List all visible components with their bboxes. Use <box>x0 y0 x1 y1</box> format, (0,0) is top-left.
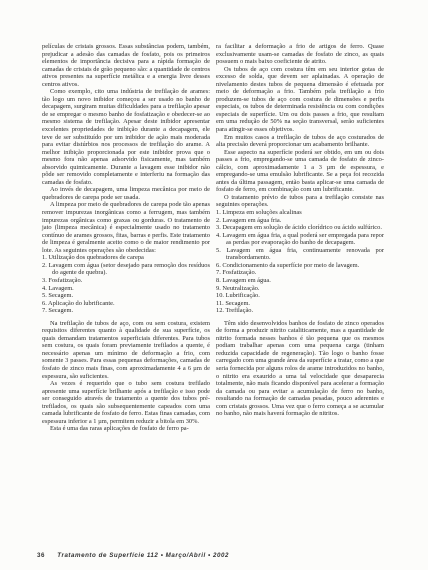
paragraph: películas de cristais grossos. Essas substâncias podem, também, prejudicar a adesão das camadas de fosfato, pois os primeiros elementos de importância decisiva para a rápida formação de camadas de cristais de grão pequeno são: a quantidade de centros ativos presentes na superfície metálica e a energia livre desses centros ativos. <box>42 43 210 88</box>
operations-list <box>42 254 210 314</box>
list-item: 12. Trefilação. <box>216 307 254 315</box>
list-item: 1. Utilização dos quebradores de carepa <box>42 254 144 262</box>
list-item: 2. Lavagem com água (setor desejado para remoção dos resíduos do agente de quebra). <box>42 261 210 277</box>
list-item: 4. Lavagem em água fria, a qual poderá ser empregada para repor as perdas por evaporação do banho de decapagem. <box>216 231 384 247</box>
right-text-column <box>216 43 384 418</box>
list-item: 1. Limpeza em soluções alcalinas <box>216 209 302 217</box>
paragraph: O tratamento prévio de tubos para a trefilação consiste nas seguintes operações. <box>216 193 384 209</box>
list-item: 5. Secagem. <box>42 292 74 300</box>
issue-date: • Março/Abril • 2002 <box>160 552 229 559</box>
paragraph: A limpeza por meio de quebradores de carepa pode tão apenas remover impurezas inorgânicas como a ferrugem, mas também impurezas orgânicas como graxas ou gorduras. O tratamento de jato (limpeza mecânica) é especialmente usado no tratamento contínuo de arames grossos, fitas, barras e perfis. Este tratamento de limpeza é geralmente aceito como o de maior rendimento por lote. As seguintes operações são obedecidas: <box>42 201 210 254</box>
list-item: 9. Neutralização. <box>216 284 260 292</box>
paragraph: Ao invés de decapagem, uma limpeza mecânica por meio de quebradores de carepa pode ser usada. <box>42 186 210 201</box>
list-item: 6. Condicionamento da superfície por meio de lavagem. <box>216 261 360 269</box>
list-item: 10. Lubrificação. <box>216 292 260 300</box>
list-item: 7. Fosfatização. <box>216 269 257 277</box>
paragraph: Esta é uma das raras aplicações de fosfato de ferro pa- <box>50 425 189 433</box>
paragraph: Como exemplo, cito uma indústria de trefilação de arames: tão logo um novo inibidor começou a ser usado no banho de decapagem, surgiram muitas dificuldades para a trefilação apesar de se empregar o mesmo banho de fosfatização e obedecer-se ao mesmo sistema de trefilação. Apesar deste inibidor apresentar excelentes propriedades de inibição durante a decapagem, ele teve de ser substituído por um inibidor de ação mais moderada para evitar distúrbios nos processos de trefilação do arame. A melhor inibição proporcionada por este inibidor prova que o mesmo fora não apenas adsorvido fisicamente, mas também absorvido quimicamente. Durante a lavagem esse inibidor não pôde ser removido completamente e interferiu na formação das camadas de fosfato. <box>42 88 210 186</box>
list-item: 11. Secagem. <box>216 299 251 307</box>
page-number: 36 <box>37 552 45 559</box>
paragraph: Na trefilação de tubos de aço, com ou sem costura, existem requisitos diferentes quanto à qualidade de sua superfície, os quais demandam tratamentos superficiais diferentes. Para tubos sem costura, os quais foram previamente trefilados a quente, é necessário apenas um mínimo de deformação a frio, com somente 3 passes. Para essas pequenas deformações, camadas de fosfato de zinco mais finas, com aproximadamente 4 a 6 µm de espessura, são suficientes. <box>42 319 210 380</box>
list-item: 3. Decapagem em solução de ácido clorídrico ou ácido sulfúrico. <box>216 224 382 232</box>
paragraph: Os tubos de aço com costura têm em seu interior gotas de excesso de solda, que devem ser aplainadas. A operação de nivelamento destes tubos de pequena dimensão é efetuada por meio de deformação a frio. Também pela trefilação a frio produzem-se tubos de aço com costura de dimensões e perfis especiais, os tubos de determinada resistência ou com condições especiais de superfície. Um ou dois passes a frio, que resultam em uma redução de 50% na seção transversal, serão suficientes para atingir-se esses objetivos. <box>216 65 384 134</box>
paragraph: ra facilitar a deformação a frio de artigos de ferro. Quase exclusivamente usam-se camadas de fosfato de zinco, as quais possuem o mais baixo coeficiente de atrito. <box>216 43 384 66</box>
paragraph: Esse aspecto na superfície poderá ser obtido, em um ou dois passes a frio, empregando-se uma camada de fosfato de zinco-cálcio, com aproximadamente 1 a 3 µm de espessura, e empregando-se uma emulsão lubrificante. Se a peça foi recozida antes da última passagem, então basta aplicar-se uma camada de fosfato de ferro, em combinação com um lubrificante. <box>216 148 384 194</box>
list-item: 3. Fosfatização. <box>42 276 83 284</box>
list-item: 8. Lavagem em água. <box>216 276 271 284</box>
paragraph: Em muitos casos a trefilação de tubos de aço costurados de alta precisão deverá proporcionar um acabamento brilhante. <box>216 133 384 149</box>
paragraph: Têm sido desenvolvidos banhos de fosfato de zinco operados de forma a produzir nitrito cataliticamente, mas a quantidade de nitrito formada nesses banhos é tão pequena que os mesmos podiam trabalhar apenas com uma pequena carga (tinham reduzida capacidade de regeneração). Tão logo o banho fosse carregado com uma grande área da superfície a tratar, como a que seria fornecida por alguns rolos de arame introduzidos no banho, o nitrito era exaurido a uma tal velocidade que desaparecia totalmente, não mais ficando disponível para acelerar a formação da camada ou para evitar a acumulação de ferro no banho, resultando na formação de camadas pesadas, pouco aderentes e com cristais grossos. Uma vez que o ferro começa a se acumular no banho, não mais haverá formação de nitritos. <box>216 319 384 418</box>
paragraph: As vezes é requerido que o tubo sem costura trefilado apresente uma superfície brilhante após a trefilação e isso pode ser conseguido através de tratamento a quente dos tubos pré-trefilados, os quais são subsequentemente capeados com uma camada lubrificante de fosfato de ferro. Estas finas camadas, com espessura inferior a 1 µm, permitem reduzir a bitola em 30%. <box>42 380 210 425</box>
list-item: 6. Aplicação do lubrificante. <box>42 299 115 307</box>
page-footer <box>37 552 229 559</box>
left-text-column <box>42 43 210 433</box>
operations-list <box>216 209 384 315</box>
list-item: 4. Lavagem. <box>42 284 74 292</box>
list-item: 2. Lavagem em água fria. <box>216 216 282 224</box>
list-item: 5. Lavagem em água fria, continuamente renovada por transbordamento. <box>216 246 384 262</box>
list-item: 7. Secagem. <box>42 307 74 315</box>
journal-name: Tratamento de Superfície 112 <box>57 552 159 559</box>
